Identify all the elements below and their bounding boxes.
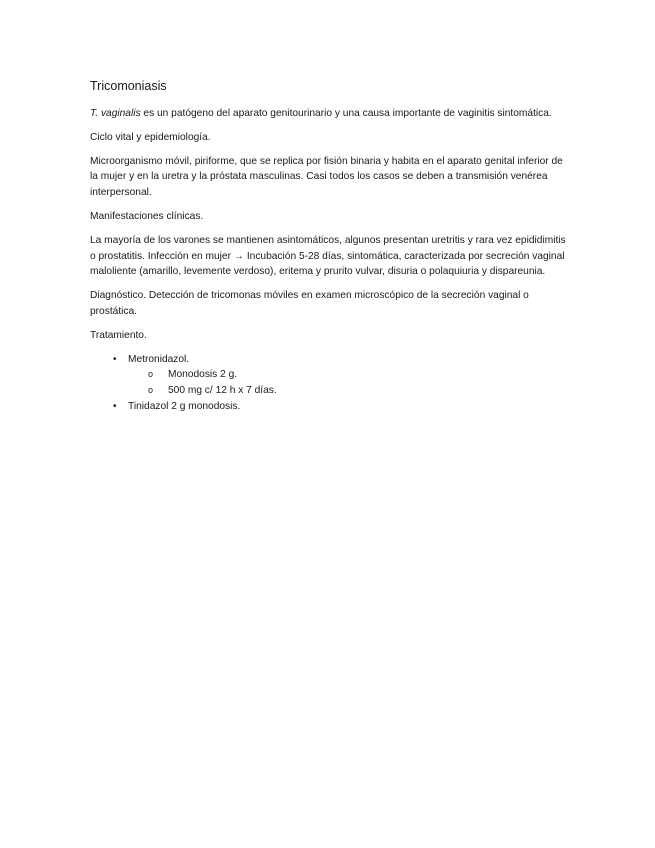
ciclo-paragraph: Microorganismo móvil, piriforme, que se replica por fisión binaria y habita en el aparato genital inferior de la mujer y en la uretra y la próstata masculinas. Casi todos los casos se deben a transmisión venérea interpersonal. xyxy=(90,155,563,199)
list-item xyxy=(90,399,570,415)
intro-paragraph xyxy=(90,106,570,122)
circle-bullet-icon: o xyxy=(148,369,154,380)
document-title: Tricomoniasis xyxy=(90,79,167,93)
tratamiento-heading: Tratamiento. xyxy=(90,329,147,341)
intro-text: es un patógeno del aparato genitourinario y una causa importante de vaginitis sintomática. xyxy=(140,108,552,119)
manifestaciones-paragraph: La mayoría de los varones se mantienen asintomáticos, algunos presentan uretritis y rara vez epididimitis o prostatitis. Infección en mujer → Incubación 5-28 días, sintomática, caracterizada por secreción vaginal maloliente (amarillo, levemente verdoso), eritema y prurito vulvar, disuria o polaquiuria y dispareunia. xyxy=(90,234,566,278)
bullet-icon: • xyxy=(113,400,117,412)
sub-list-item-label: 500 mg c/ 12 h x 7 días. xyxy=(168,385,277,397)
sub-list-item xyxy=(128,383,570,399)
bullet-icon: • xyxy=(113,353,117,365)
list-item xyxy=(90,352,570,399)
sub-list-item-label: Monodosis 2 g. xyxy=(168,369,238,381)
sub-list-item xyxy=(128,367,570,383)
diagnostico-paragraph: Diagnóstico. Detección de tricomonas móviles en examen microscópico de la secreción vaginal o prostática. xyxy=(90,290,529,317)
list-item-label: Tinidazol 2 g monodosis. xyxy=(128,400,241,412)
document-page xyxy=(90,78,570,415)
ciclo-heading: Ciclo vital y epidemiología. xyxy=(90,131,211,143)
list-item-label: Metronidazol. xyxy=(128,353,190,365)
sub-list xyxy=(128,367,570,399)
species-name: T. vaginalis xyxy=(90,108,141,119)
treatment-list xyxy=(90,352,570,415)
manifestaciones-heading: Manifestaciones clínicas. xyxy=(90,210,204,222)
circle-bullet-icon: o xyxy=(148,385,154,396)
